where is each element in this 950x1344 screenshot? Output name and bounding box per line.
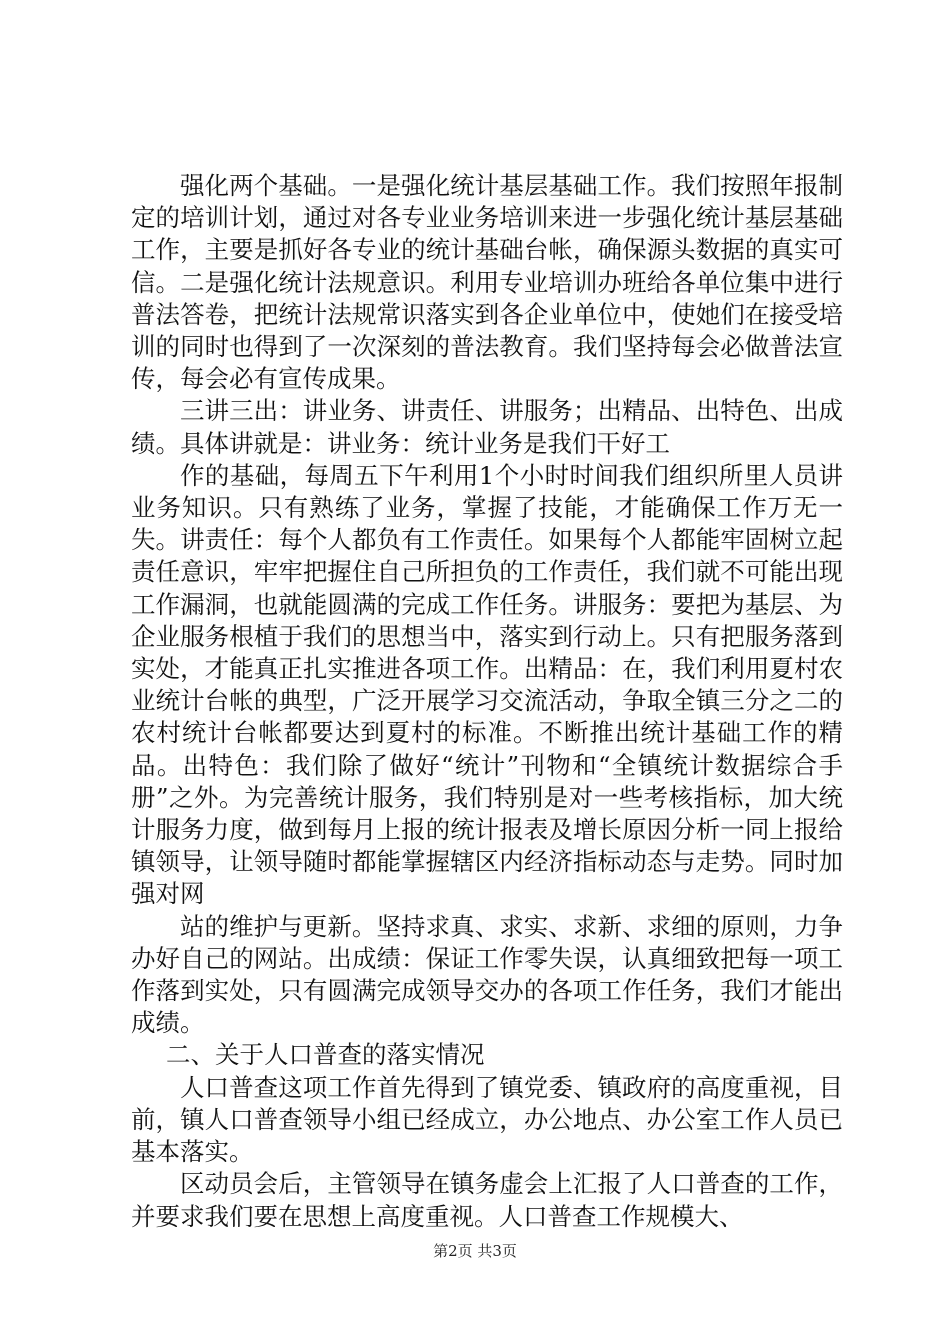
page-number-indicator: 第2页 共3页 bbox=[433, 1242, 517, 1260]
paragraph-website-maintenance: 站的维护与更新。坚持求真、求实、求新、求细的原则，力争办好自己的网站。出成绩：保证工作零失误，认真细致把每一项工作落到实处，只有圆满完成领导交办的各项工作任务，我们才能出成绩。 bbox=[131, 911, 843, 1038]
paragraph-district-mobilization: 区动员会后，主管领导在镇务虚会上汇报了人口普查的工作，并要求我们要在思想上高度重视。人口普查工作规模大、 bbox=[131, 1169, 843, 1231]
page-footer bbox=[0, 1241, 950, 1261]
section-heading-census: 二、关于人口普查的落实情况 bbox=[166, 1040, 485, 1070]
paragraph-two-foundations: 强化两个基础。一是强化统计基层基础工作。我们按照年报制定的培训计划，通过对各专业业务培训来进一步强化统计基层基础工作，主要是抓好各专业的统计基础台帐，确保源头数据的真实可信。二是强化统计法规意识。利用专业培训办班给各单位集中进行普法答卷，把统计法规常识落实到各企业单位中，使她们在接受培训的同时也得到了一次深刻的普法教育。我们坚持每会必做普法宣传，每会必有宣传成果。 bbox=[131, 171, 843, 394]
paragraph-work-foundation: 作的基础，每周五下午利用1个小时时间我们组织所里人员讲业务知识。只有熟练了业务，掌握了技能，才能确保工作万无一失。讲责任：每个人都负有工作责任。如果每个人都能牢固树立起责任意识，牢牢把握住自己所担负的工作责任，我们就不可能出现工作漏洞，也就能圆满的完成工作任务。讲服务：要把为基层、为企业服务根植于我们的思想当中，落实到行动上。只有把服务落到实处，才能真正扎实推进各项工作。出精品：在，我们利用夏村农业统计台帐的典型，广泛开展学习交流活动，争取全镇三分之二的农村统计台帐都要达到夏村的标准。不断推出统计基础工作的精品。出特色：我们除了做好“统计”刊物和“全镇统计数据综合手册”之外。为完善统计服务，我们特别是对一些考核指标，加大统计服务力度，做到每月上报的统计报表及增长原因分析一同上报给镇领导，让领导随时都能掌握辖区内经济指标动态与走势。同时加强对网 bbox=[131, 460, 843, 909]
paragraph-three-talks-three-outputs: 三讲三出：讲业务、讲责任、讲服务；出精品、出特色、出成绩。具体讲就是：讲业务：统计业务是我们干好工 bbox=[131, 396, 843, 458]
document-body bbox=[131, 170, 843, 1233]
paragraph-census-leadership: 人口普查这项工作首先得到了镇党委、镇政府的高度重视，目前，镇人口普查领导小组已经成立，办公地点、办公室工作人员已基本落实。 bbox=[131, 1072, 843, 1167]
